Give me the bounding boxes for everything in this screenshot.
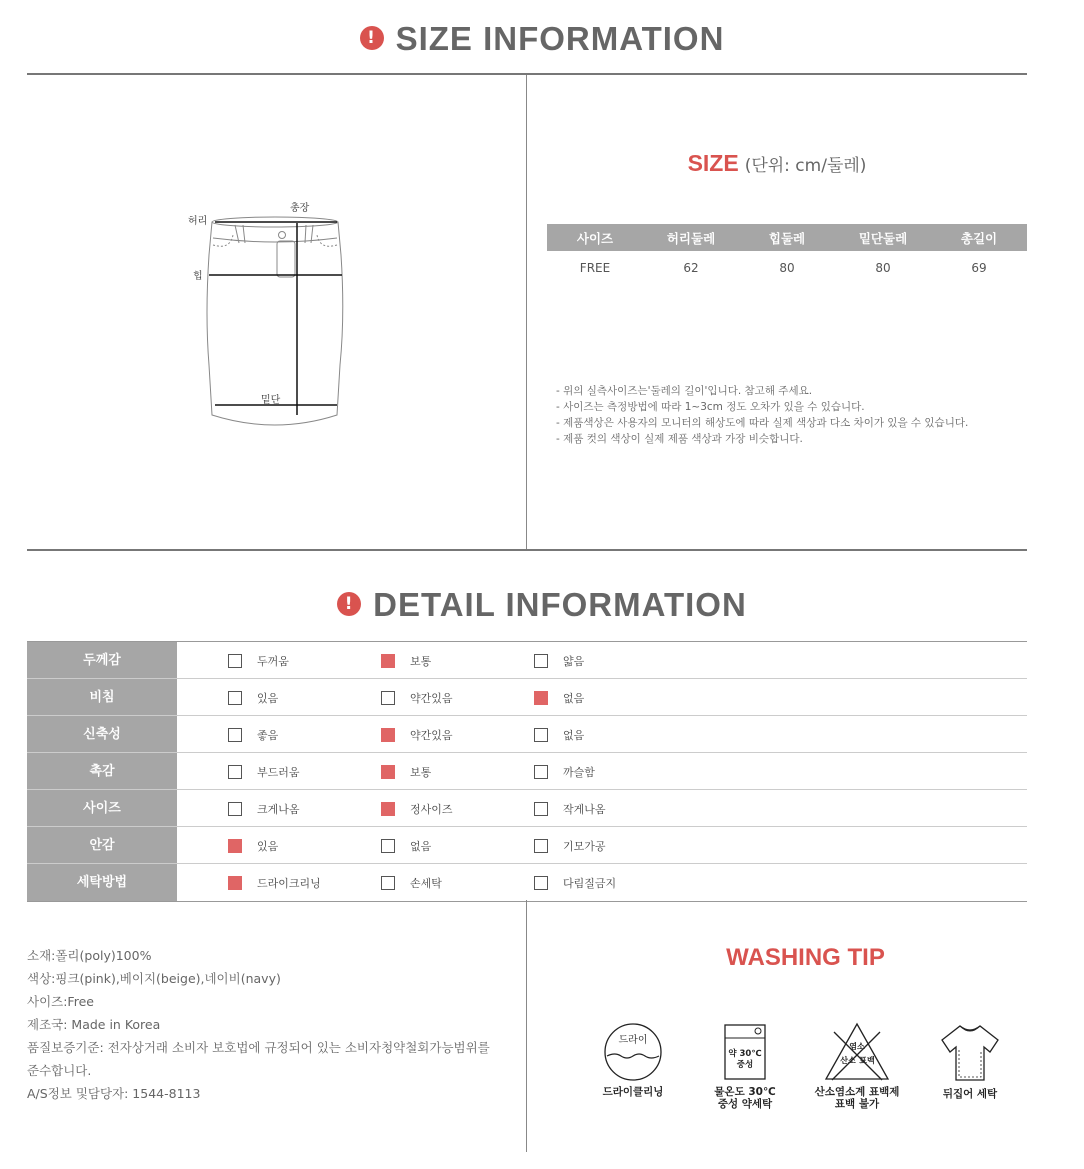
detail-option-label: 없음 (410, 839, 432, 853)
inside-out-icon (938, 1022, 1002, 1084)
detail-option (534, 679, 584, 716)
dry-clean-caption: 드라이클리닝 (602, 1086, 664, 1098)
unchecked-checkbox-icon (381, 839, 395, 853)
detail-row (27, 642, 1027, 679)
unchecked-checkbox-icon (381, 691, 395, 705)
detail-table (27, 641, 1027, 902)
info-line: A/S정보 및담당자: 1544-8113 (27, 1086, 201, 1101)
checked-checkbox-icon (228, 839, 242, 853)
info-line: 준수합니다. (27, 1063, 92, 1078)
inside-out-caption: 뒤집어 세탁 (942, 1088, 998, 1100)
bleach-text: 표백 (859, 1056, 875, 1065)
detail-row (27, 790, 1027, 827)
detail-option-label: 약간있음 (410, 691, 453, 705)
size-table-header-row (547, 224, 1027, 251)
detail-option (228, 753, 300, 790)
unchecked-checkbox-icon (228, 728, 242, 742)
detail-option (534, 716, 584, 753)
alert-icon: ! (360, 26, 384, 50)
detail-option-label: 두꺼움 (257, 654, 289, 668)
detail-option-label: 부드러움 (257, 765, 300, 779)
no-bleach-item (802, 1022, 912, 1110)
detail-option-label: 정사이즈 (410, 802, 453, 816)
detail-row (27, 753, 1027, 790)
divider (27, 549, 1027, 551)
detail-option (534, 790, 606, 827)
dry-clean-icon (601, 1022, 665, 1082)
detail-option-label: 보통 (410, 765, 432, 779)
detail-option (228, 642, 289, 679)
dry-clean-icon-text: 드라이 (618, 1035, 648, 1046)
detail-row-label: 촉감 (27, 753, 177, 789)
detail-option-label: 기모가공 (563, 839, 606, 853)
size-heading-label: SIZE (687, 150, 739, 176)
detail-option (381, 642, 431, 679)
hem-label: 밑단 (261, 395, 281, 406)
no-bleach-icon (822, 1022, 892, 1082)
fabric-info (27, 944, 522, 1105)
bleach-oxygen-text: 산소 (840, 1056, 856, 1065)
column-header: 힙둘레 (739, 224, 835, 251)
wash-temp-text: 약 30℃ (728, 1049, 762, 1059)
checked-checkbox-icon (228, 876, 242, 890)
column-header: 허리둘레 (643, 224, 739, 251)
detail-row-label: 사이즈 (27, 790, 177, 826)
detail-option-label: 얇음 (563, 654, 585, 668)
table-cell: 80 (779, 261, 795, 275)
detail-option-label: 크게나옴 (257, 802, 300, 816)
info-line: 품질보증기준: 전자상거래 소비자 보호법에 규정되어 있는 소비자청약철회가능범위를 (27, 1040, 490, 1055)
detail-option-label: 손세탁 (410, 876, 442, 890)
checked-checkbox-icon (381, 728, 395, 742)
note-line: - 제품색상은 사용자의 모니터의 해상도에 따라 실제 색상과 다소 차이가 있을 수 있습니다. (556, 417, 969, 429)
detail-option-label: 있음 (257, 839, 279, 853)
detail-option-label: 없음 (563, 691, 585, 705)
size-notes (556, 383, 968, 447)
detail-option (534, 753, 595, 790)
unchecked-checkbox-icon (228, 654, 242, 668)
checked-checkbox-icon (381, 654, 395, 668)
unchecked-checkbox-icon (228, 802, 242, 816)
inside-out-item (915, 1022, 1025, 1100)
detail-option (381, 679, 453, 716)
detail-option-label: 드라이크리닝 (257, 876, 321, 890)
table-cell: FREE (579, 261, 611, 275)
alert-icon: ! (337, 592, 361, 616)
detail-title-text: DETAIL INFORMATION (373, 586, 747, 623)
detail-option (381, 827, 431, 864)
detail-option-label: 좋음 (257, 728, 279, 742)
unchecked-checkbox-icon (534, 765, 548, 779)
detail-option-label: 보통 (410, 654, 432, 668)
note-line: - 사이즈는 측정방법에 따라 1~3cm 정도 오차가 있을 수 있습니다. (556, 401, 865, 413)
detail-option (228, 716, 278, 753)
bleach-chlorine-text: 염소 (849, 1042, 865, 1051)
caption-line: 중성 약세탁 (717, 1098, 773, 1110)
detail-row-label: 안감 (27, 827, 177, 863)
unchecked-checkbox-icon (534, 839, 548, 853)
detail-row-label: 비침 (27, 679, 177, 715)
detail-option (381, 790, 453, 827)
unchecked-checkbox-icon (534, 728, 548, 742)
detail-options (177, 679, 1027, 715)
waist-label: 허리 (188, 216, 208, 227)
detail-options (177, 642, 1027, 678)
detail-row (27, 827, 1027, 864)
detail-option-label: 까슬함 (563, 765, 595, 779)
detail-row-label: 신축성 (27, 716, 177, 752)
detail-options (177, 790, 1027, 826)
caption-line: 물온도 30℃ (714, 1086, 776, 1098)
size-table (547, 224, 1027, 285)
hip-label: 힙 (193, 271, 203, 282)
detail-option (228, 679, 278, 716)
detail-option (534, 642, 584, 679)
table-cell: 62 (683, 261, 699, 275)
note-line: - 제품 컷의 색상이 실제 제품 색상과 가장 비슷합니다. (556, 433, 803, 445)
column-header: 밑단둘레 (835, 224, 931, 251)
detail-option (228, 790, 300, 827)
table-cell: 69 (971, 261, 987, 275)
table-cell: 80 (875, 261, 891, 275)
info-line: 제조국: Made in Korea (27, 1017, 161, 1032)
skirt-diagram (185, 195, 355, 435)
detail-row (27, 679, 1027, 716)
detail-information-title (0, 586, 1084, 624)
checked-checkbox-icon (381, 765, 395, 779)
detail-option-label: 약간있음 (410, 728, 453, 742)
unchecked-checkbox-icon (381, 876, 395, 890)
detail-options (177, 827, 1027, 863)
unchecked-checkbox-icon (534, 876, 548, 890)
detail-option-label: 있음 (257, 691, 279, 705)
info-line: 색상:핑크(pink),베이지(beige),네이비(navy) (27, 971, 281, 986)
checked-checkbox-icon (381, 802, 395, 816)
unchecked-checkbox-icon (228, 691, 242, 705)
wash-30-caption (690, 1086, 800, 1110)
column-header: 사이즈 (547, 224, 643, 251)
info-line: 사이즈:Free (27, 994, 94, 1009)
detail-option (381, 716, 453, 753)
dry-clean-item (578, 1022, 688, 1098)
info-line: 소재:폴리(poly)100% (27, 948, 152, 963)
unchecked-checkbox-icon (534, 802, 548, 816)
washing-tip-title: WASHING TIP (726, 944, 885, 971)
detail-option (228, 827, 278, 864)
size-heading (527, 150, 1027, 177)
detail-row (27, 716, 1027, 753)
wash-30-icon (713, 1022, 777, 1082)
size-information-title (0, 20, 1084, 58)
detail-options (177, 753, 1027, 789)
checked-checkbox-icon (534, 691, 548, 705)
divider (526, 900, 527, 1152)
detail-row (27, 864, 1027, 901)
detail-option (534, 827, 606, 864)
caption-line: 산소염소계 표백제 (814, 1086, 900, 1098)
detail-row-label: 세탁방법 (27, 864, 177, 901)
column-header: 총길이 (931, 224, 1027, 251)
detail-option (381, 864, 442, 901)
detail-option-label: 다림질금지 (563, 876, 617, 890)
detail-option-label: 없음 (563, 728, 585, 742)
unchecked-checkbox-icon (228, 765, 242, 779)
detail-options (177, 864, 1027, 901)
wash-30-item (690, 1022, 800, 1110)
wash-neutral-text: 중성 (736, 1060, 754, 1070)
no-bleach-caption (802, 1086, 912, 1110)
size-title-text: SIZE INFORMATION (395, 20, 725, 57)
unchecked-checkbox-icon (534, 654, 548, 668)
detail-option (381, 753, 431, 790)
divider (27, 73, 1027, 75)
note-line: - 위의 실측사이즈는'둘레의 길이'입니다. 참고해 주세요. (556, 385, 813, 397)
detail-row-label: 두께감 (27, 642, 177, 678)
caption-line: 표백 불가 (834, 1098, 880, 1110)
detail-options (177, 716, 1027, 752)
detail-option (534, 864, 616, 901)
length-label: 총장 (290, 203, 310, 214)
table-row (547, 251, 1027, 285)
divider (526, 75, 527, 550)
unit-label: (단위: cm/둘레) (744, 156, 867, 176)
detail-option (228, 864, 321, 901)
detail-option-label: 작게나옴 (563, 802, 606, 816)
